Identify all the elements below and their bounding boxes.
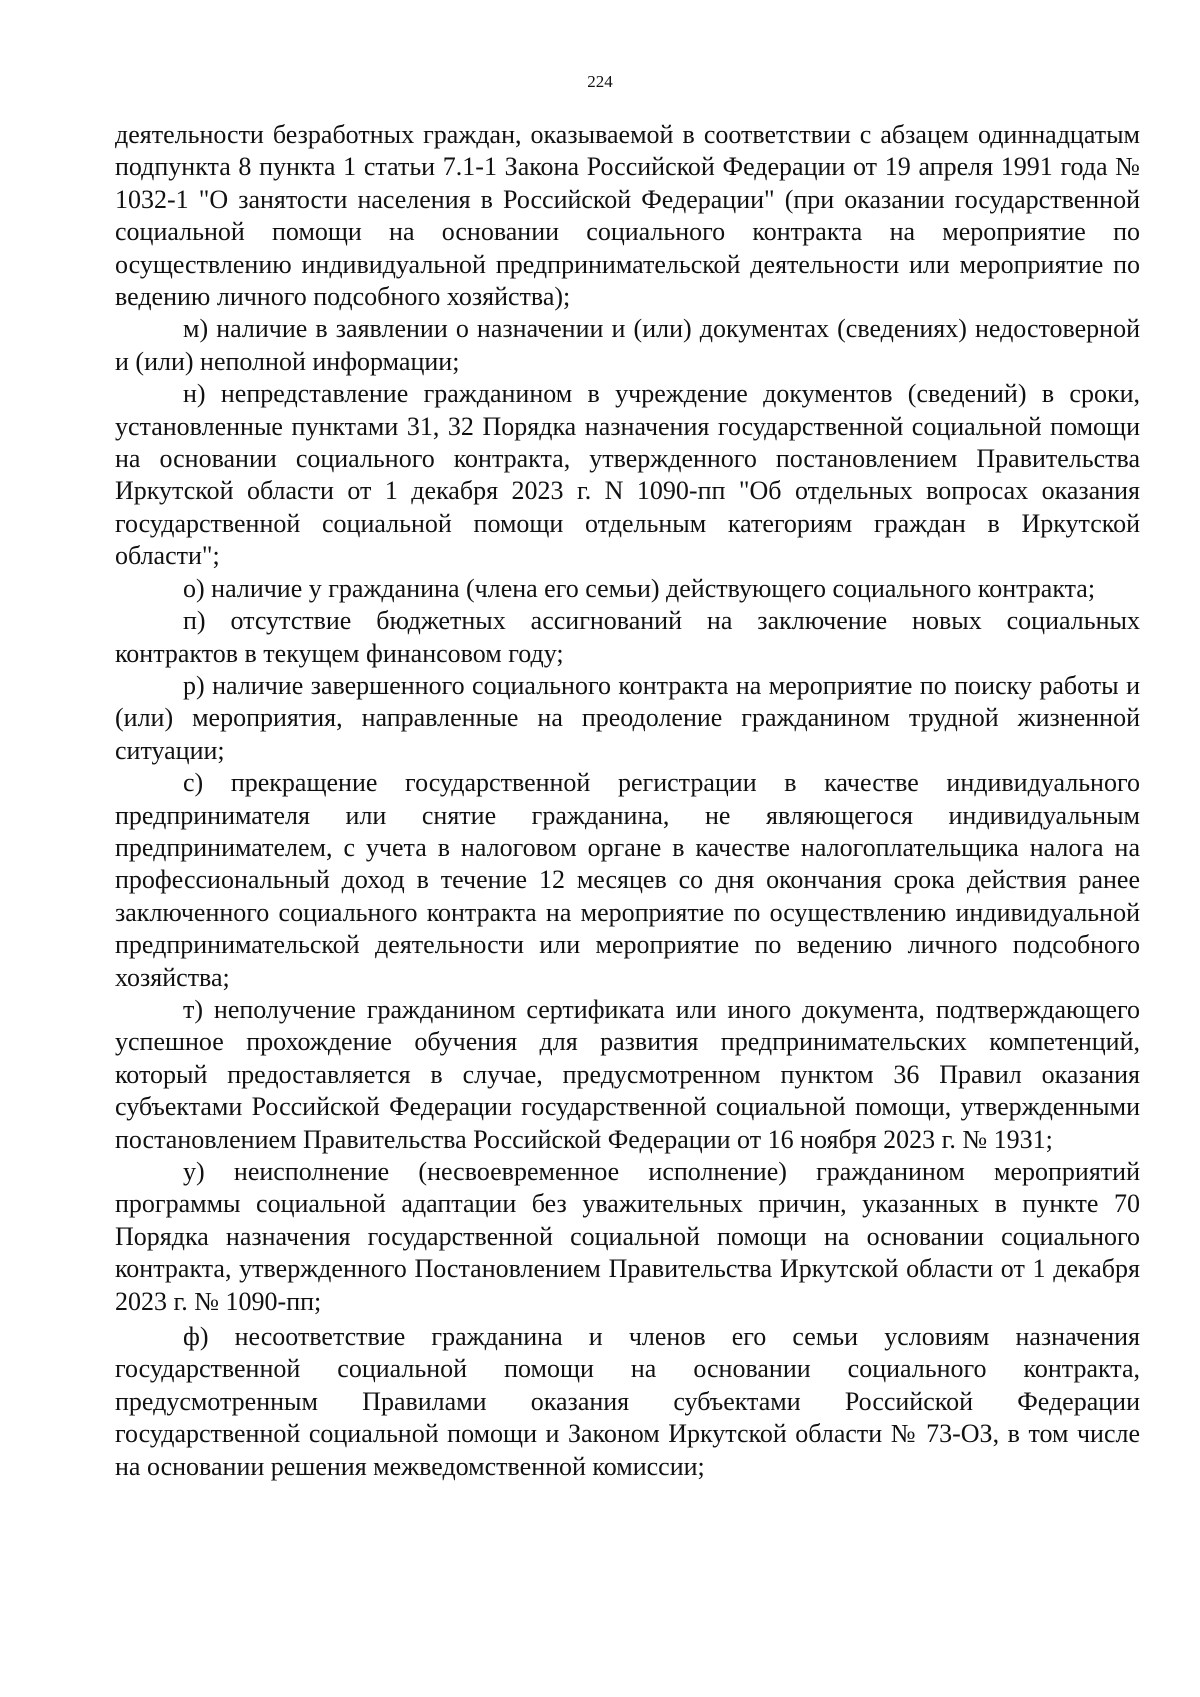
paragraph-item-n: н) непредставление гражданином в учреждение документов (сведений) в сроки, установленные пунктами 31, 32 Порядка назначения государственной социальной помощи на основании социального контракта, утвержденного постановлением Правительства Иркутской области от 1 декабря 2023 г. N 1090-пп "Об отдельных вопросах оказания государственной социальной помощи отдельным категориям граждан в Иркутской области"; (115, 379, 1140, 571)
paragraph-item-r: р) наличие завершенного социального контракта на мероприятие по поиску работы и (или) мероприятия, направленные на преодоление гражданином трудной жизненной ситуации; (115, 670, 1140, 765)
paragraph-item-t: т) неполучение гражданином сертификата или иного документа, подтверждающего успешное прохождение обучения для развития предпринимательских компетенций, который предоставляется в случае, предусмотренном пунктом 36 Правил оказания субъектами Российской Федерации государственной социальной помощи, утвержденными постановлением Правительства Российской Федерации от 16 ноября 2023 г. № 1931; (115, 994, 1140, 1154)
paragraph-item-p: п) отсутствие бюджетных ассигнований на заключение новых социальных контрактов в текущем финансовом году; (115, 606, 1140, 668)
paragraph-item-s: с) прекращение государственной регистрации в качестве индивидуального предпринимателя или снятие гражданина, не являющегося индивидуальным предпринимателем, с учета в налоговом органе в качестве налогоплательщика налога на профессиональный доход в течение 12 месяцев со дня окончания срока действия ранее заключенного социального контракта на мероприятие по осуществлению индивидуальной предпринимательской деятельности или мероприятие по ведению личного подсобного хозяйства; (115, 768, 1140, 992)
paragraph-item-u: у) неисполнение (несвоевременное исполнение) гражданином мероприятий программы социальной адаптации без уважительных причин, указанных в пункте 70 Порядка назначения государственной социальной помощи на основании социального контракта, утвержденного Постановлением Правительства Иркутской области от 1 декабря 2023 г. № 1090-пп; (115, 1157, 1140, 1316)
paragraph-item-o: о) наличие у гражданина (члена его семьи) действующего социального контракта; (183, 573, 1096, 603)
paragraph-item-f: ф) несоответствие гражданина и членов его семьи условиям назначения государственной социальной помощи на основании социального контракта, предусмотренным Правилами оказания субъектами Российской Федерации государственной социальной помощи и Законом Иркутской области № 73-ОЗ, в том числе на основании решения межведомственной комиссии; (115, 1322, 1140, 1481)
paragraph-continuation: деятельности безработных граждан, оказываемой в соответствии с абзацем одиннадцатым подпункта 8 пункта 1 статьи 7.1-1 Закона Российской Федерации от 19 апреля 1991 года № 1032-1 "О занятости населения в Российской Федерации" (при оказании государственной социальной помощи на основании социального контракта на мероприятие по осуществлению индивидуальной предпринимательской деятельности или мероприятие по ведению личного подсобного хозяйства); (115, 120, 1140, 312)
paragraph-item-m: м) наличие в заявлении о назначении и (или) документах (сведениях) недостоверной и (или) неполной информации; (115, 314, 1140, 376)
page-number: 224 (587, 72, 613, 91)
document-body (115, 119, 1140, 1483)
